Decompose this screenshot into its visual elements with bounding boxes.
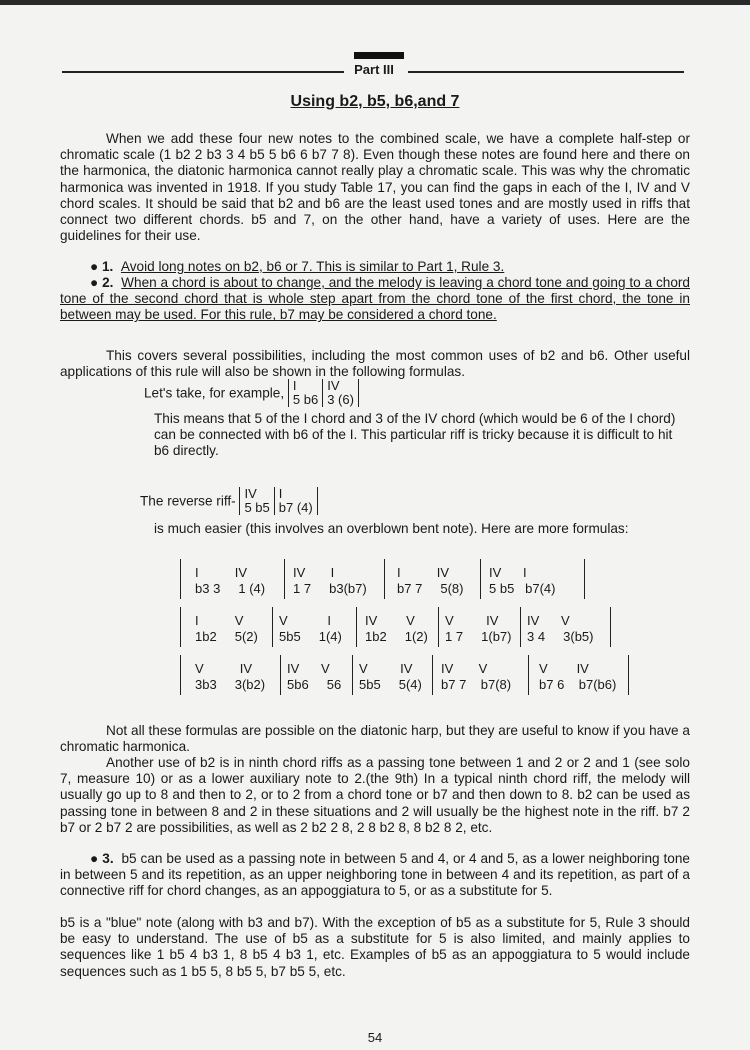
rule-3-text: b5 can be used as a passing note in between 5 and 4, or 4 and 5, as a lower neighboring tone in between 5 and its repetition, as an upper neighboring tone in between 4 and its repetition, as part of a connective riff for chord changes, as an appoggiatura to 5, or as a substitute for 5. bbox=[60, 851, 690, 899]
chord-notes: 5 b6 bbox=[292, 392, 319, 407]
header-rule-left bbox=[62, 71, 344, 73]
formula-chords: I IV bbox=[195, 565, 248, 580]
formula-notes: 5b5 5(4) bbox=[359, 677, 422, 692]
formula-notes: 1b2 1(2) bbox=[365, 629, 428, 644]
formula-notes: 5 b5 b7(4) bbox=[489, 581, 556, 596]
example-2 bbox=[140, 487, 318, 515]
formula-chords: V I bbox=[279, 613, 332, 628]
chord-notes: 3 (6) bbox=[327, 392, 354, 407]
example-2-explanation: is much easier (this involves an overblown bent note). Here are more formulas: bbox=[154, 521, 629, 536]
formula-cell bbox=[480, 559, 585, 599]
formula-row-end bbox=[610, 607, 611, 647]
formula-chords: IV V bbox=[287, 661, 330, 676]
formula-chords: V IV bbox=[445, 613, 499, 628]
paragraph-4: Another use of b2 is in ninth chord riffs as a passing tone between 1 and 2 or 2 and 1 (see solo 7, measure 10) or as a lower auxiliary note to 2.(the 9th) In a typical ninth chord riff, the melody will usually go up to 8 and then to 2, or to 2 from a chord tone or b7 and then down to 8. b2 can be used as passing tone in between 8 and 2 in these situations and 2 will usually be the highest note in the riff. b7 2 b7 or 2 b7 2 are possibilities, as well as 2 b2 2 8, 2 8 b2 8, 8 b2 8 2, etc. bbox=[60, 755, 690, 835]
header-block-mark bbox=[354, 52, 404, 59]
example-1-explanation: This means that 5 of the I chord and 3 of the IV chord (which would be 6 of the I chord) can be connected with b6 of the I. This particular riff is tricky because it is difficult to hit b6 directly. bbox=[154, 411, 676, 459]
rule-2 bbox=[60, 275, 690, 324]
chord-label: I bbox=[278, 486, 283, 501]
rule-1-text: Avoid long notes on b2, b6 or 7. This is similar to Part 1, Rule 3. bbox=[120, 259, 505, 274]
paragraph-2: This covers several possibilities, including the most common uses of b2 and b6. Other useful applications of this rule will also be shown in the following formulas. bbox=[60, 348, 690, 380]
formula-cell bbox=[180, 559, 285, 599]
formula-chords: IV I bbox=[293, 565, 335, 580]
intro-paragraph: When we add these four new notes to the combined scale, we have a complete half-step or chromatic scale (1 b2 2 b3 3 4 b5 5 b6 6 b7 7 8). Even though these notes are found here and there on the harmonica, the diatonic harmonica cannot really play a chromatic scale. This was why the chromatic harmonica was invented in 1918. If you study Table 17, you can find the gaps in each of the I, IV and V chord scales. It should be said that b2 and b6 are the least used tones and are mostly used in riffs that connect two different chords. b5 and 7, on the other hand, have a variety of uses. Here are the guidelines for their use. bbox=[60, 131, 690, 244]
example-2-lead: The reverse riff- bbox=[140, 493, 236, 509]
chord-label: IV bbox=[327, 378, 340, 393]
formula-cell bbox=[352, 655, 433, 695]
formula-chords: I V bbox=[195, 613, 244, 628]
rule-2-number: 2. bbox=[102, 275, 114, 290]
example-1-lead: Let's take, for example, bbox=[144, 385, 285, 401]
header-rule-right bbox=[408, 71, 684, 73]
bullet-icon: ● bbox=[90, 275, 103, 290]
formula-chords: IV I bbox=[489, 565, 527, 580]
chord-notes: 5 b5 bbox=[244, 500, 270, 515]
rule-2-text: When a chord is about to change, and the melody is leaving a chord tone and going to a chord tone of the second chord that is whole step apart from the chord tone of the first chord, the tone in between may be used. For this rule, b7 may be considered a chord tone. bbox=[60, 275, 690, 323]
example-1-chord-1 bbox=[288, 379, 322, 407]
formula-chords: V IV bbox=[359, 661, 413, 676]
paragraph-3: Not all these formulas are possible on the diatonic harp, but they are useful to know if you have a chromatic harmonica. bbox=[60, 723, 690, 755]
example-1 bbox=[144, 379, 359, 407]
part-header bbox=[62, 50, 684, 80]
formula-cell bbox=[180, 607, 273, 647]
formula-cell bbox=[356, 607, 439, 647]
rule-1 bbox=[90, 259, 690, 275]
top-border bbox=[0, 0, 750, 5]
rule-3-number: 3. bbox=[102, 851, 114, 866]
formula-chords: IV V bbox=[441, 661, 488, 676]
example-2-chord-1 bbox=[239, 487, 273, 515]
formula-notes: 1 7 1(b7) bbox=[445, 629, 512, 644]
formula-chords: IV V bbox=[527, 613, 570, 628]
formula-chords: V IV bbox=[539, 661, 589, 676]
formula-cell bbox=[280, 655, 353, 695]
bullet-icon: ● bbox=[90, 851, 103, 866]
page-title: Using b2, b5, b6,and 7 bbox=[290, 93, 460, 110]
chord-notes: b7 (4) bbox=[278, 500, 313, 515]
formula-notes: 1 7 b3(b7) bbox=[293, 581, 367, 596]
chord-label: IV bbox=[244, 486, 257, 501]
formula-notes: 3b3 3(b2) bbox=[195, 677, 266, 692]
formula-cell bbox=[432, 655, 529, 695]
formula-notes: 1b2 5(2) bbox=[195, 629, 258, 644]
formula-cell bbox=[528, 655, 629, 695]
formula-chords: V IV bbox=[195, 661, 253, 676]
formula-row-end bbox=[628, 655, 629, 695]
formula-notes: b7 7 b7(8) bbox=[441, 677, 512, 692]
page-number: 54 bbox=[367, 1030, 383, 1045]
chord-label: I bbox=[292, 378, 297, 393]
formula-row-end bbox=[584, 559, 585, 599]
formula-chords: I IV bbox=[397, 565, 450, 580]
bullet-icon: ● bbox=[90, 259, 102, 274]
formula-cell bbox=[384, 559, 481, 599]
formula-cell bbox=[272, 607, 357, 647]
formula-cell bbox=[284, 559, 385, 599]
part-label: Part III bbox=[354, 62, 394, 77]
formula-notes: b3 3 1 (4) bbox=[195, 581, 266, 596]
example-1-chord-2 bbox=[322, 379, 359, 407]
formula-notes: 5b6 56 bbox=[287, 677, 342, 692]
paragraph-5: b5 is a "blue" note (along with b3 and b7). With the exception of b5 as a substitute for 5, Rule 3 should be easy to understand. The use of b5 as a substitute for 5 is also limited, and mainly applies to sequences like 1 b5 4 b3 1, 8 b5 4 b3 1, etc. Examples of b5 as an appoggiatura to 5 would include sequences such as 1 b5 5, 8 b5 5, b7 b5 5, etc. bbox=[60, 915, 690, 979]
formula-notes: 5b5 1(4) bbox=[279, 629, 342, 644]
formula-cell bbox=[180, 655, 281, 695]
formula-cell bbox=[520, 607, 611, 647]
formula-notes: b7 7 5(8) bbox=[397, 581, 464, 596]
formula-notes: b7 6 b7(b6) bbox=[539, 677, 617, 692]
formula-notes: 3 4 3(b5) bbox=[527, 629, 594, 644]
formula-chords: IV V bbox=[365, 613, 415, 628]
formula-cell bbox=[438, 607, 521, 647]
example-2-chord-2 bbox=[274, 487, 318, 515]
rule-1-number: 1. bbox=[102, 259, 114, 274]
rule-3 bbox=[60, 851, 690, 900]
